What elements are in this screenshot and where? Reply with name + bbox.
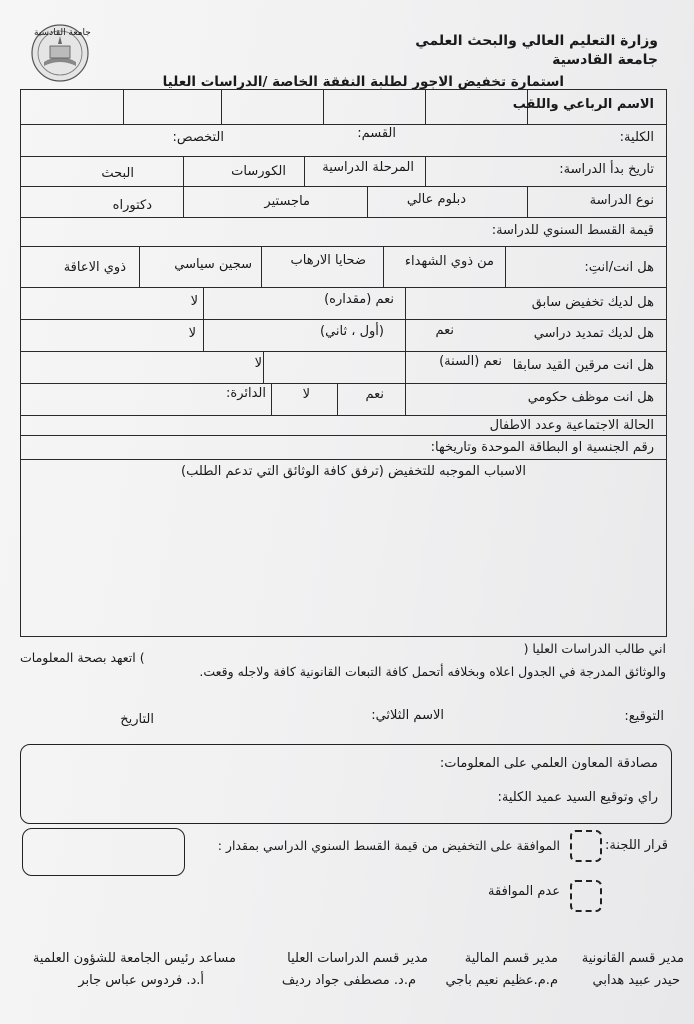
graduate-studies-manager-name: م.د. مصطفى جواد رديف xyxy=(281,973,416,988)
pledge-line2: والوثائق المدرجة في الجدول اعلاه وبخلافه أتحمل كافة التبعات القانونية كافة ولاجله وقعت. xyxy=(199,664,666,679)
gov-employee-no: لا xyxy=(302,387,310,402)
study-extension-no: لا xyxy=(188,326,196,341)
university-assistant-title: مساعد رئيس الجامعة للشؤون العلمية xyxy=(32,951,236,966)
specialization-label: التخصص: xyxy=(172,130,224,145)
university-assistant-name: أ.د. فردوس عباس جابر xyxy=(78,973,204,988)
postponed-label: هل انت مرقين القيد سابقا xyxy=(512,358,654,373)
form-title: استمارة تخفيض الاجور لطلبة النفقة الخاصة /الدراسات العليا xyxy=(162,74,564,90)
info-table xyxy=(20,89,667,637)
graduate-studies-manager-title: مدير قسم الدراسات العليا xyxy=(287,951,428,966)
research-label: البحث xyxy=(101,166,134,181)
college-label: الكلية: xyxy=(619,130,654,145)
postponed-yes-year: نعم (السنة) xyxy=(439,354,502,369)
study-extension-label: هل لديك تمديد دراسي xyxy=(533,326,654,341)
triple-name-label: الاسم الثلاثي: xyxy=(371,708,444,723)
logo-text: جامعة القادسية xyxy=(34,28,91,38)
ministry-name: وزارة التعليم العالي والبحث العلمي xyxy=(415,33,658,49)
study-stage-label: المرحلة الدراسية xyxy=(322,160,414,175)
study-extension-yes: نعم xyxy=(435,323,454,338)
study-extension-options: (أول ، ثاني) xyxy=(320,324,384,339)
gov-employee-yes: نعم xyxy=(365,387,384,402)
discount-amount-box[interactable] xyxy=(22,828,185,876)
pledge-line1-start: اني طالب الدراسات العليا ( xyxy=(523,641,666,656)
approve-discount-text: الموافقة على التخفيض من قيمة القسط السنوي الدراسي بمقدار : xyxy=(217,838,560,853)
study-type-label: نوع الدراسة xyxy=(589,193,654,208)
prev-discount-label: هل لديك تخفيض سابق xyxy=(531,295,654,310)
postponed-no: لا xyxy=(254,356,262,371)
legal-manager-title: مدير قسم القانونية xyxy=(581,951,684,966)
political-prisoner-option: سجين سياسي xyxy=(174,257,252,272)
reject-checkbox[interactable] xyxy=(570,880,602,912)
martyrs-option: من ذوي الشهداء xyxy=(404,254,494,269)
prev-discount-yes: نعم (مقداره) xyxy=(324,292,394,307)
university-name: جامعة القادسية xyxy=(552,52,658,68)
pledge-line1-end: ) اتعهد بصحة المعلومات xyxy=(20,650,145,665)
full-name-label: الاسم الرباعي واللقب xyxy=(512,97,654,112)
prev-discount-no: لا xyxy=(190,294,198,309)
reasons-label: الاسباب الموجبه للتخفيض (ترفق كافة الوثائق التي تدعم الطلب) xyxy=(181,464,526,479)
id-number-label: رقم الجنسية او البطاقة الموحدة وتاريخها: xyxy=(430,440,654,455)
are-you-label: هل انت/انتِ: xyxy=(584,260,654,275)
study-start-label: تاريخ بدأ الدراسة: xyxy=(559,162,654,177)
directorate-label: الدائرة: xyxy=(226,386,266,401)
phd-label: دكتوراه xyxy=(112,198,152,213)
terror-victims-option: ضحايا الارهاب xyxy=(290,253,366,268)
annual-fee-label: قيمة القسط السنوي للدراسة: xyxy=(491,223,654,238)
approve-checkbox[interactable] xyxy=(570,830,602,862)
master-label: ماجستير xyxy=(264,194,310,209)
department-label: القسم: xyxy=(357,126,396,141)
legal-manager-name: حيدر عبيد هدابي xyxy=(592,973,680,988)
higher-diploma-label: دبلوم عالي xyxy=(406,192,466,207)
reject-text: عدم الموافقة xyxy=(488,884,560,899)
courses-label: الكورسات xyxy=(231,164,286,179)
committee-label: قرار اللجنة: xyxy=(605,838,668,853)
finance-manager-name: م.م.عظيم نعيم باجي xyxy=(445,973,558,988)
dean-opinion: راي وتوقيع السيد عميد الكلية: xyxy=(497,790,658,805)
disability-option: ذوي الاعاقة xyxy=(63,260,126,275)
gov-employee-label: هل انت موظف حكومي xyxy=(527,390,654,405)
scientific-assistant-approval: مصادقة المعاون العلمي على المعلومات: xyxy=(439,756,658,771)
date-label: التاريخ xyxy=(120,712,154,727)
signature-label: التوقيع: xyxy=(624,709,664,724)
social-status-label: الحالة الاجتماعية وعدد الاطفال xyxy=(489,418,654,433)
finance-manager-title: مدير قسم المالية xyxy=(464,951,558,966)
